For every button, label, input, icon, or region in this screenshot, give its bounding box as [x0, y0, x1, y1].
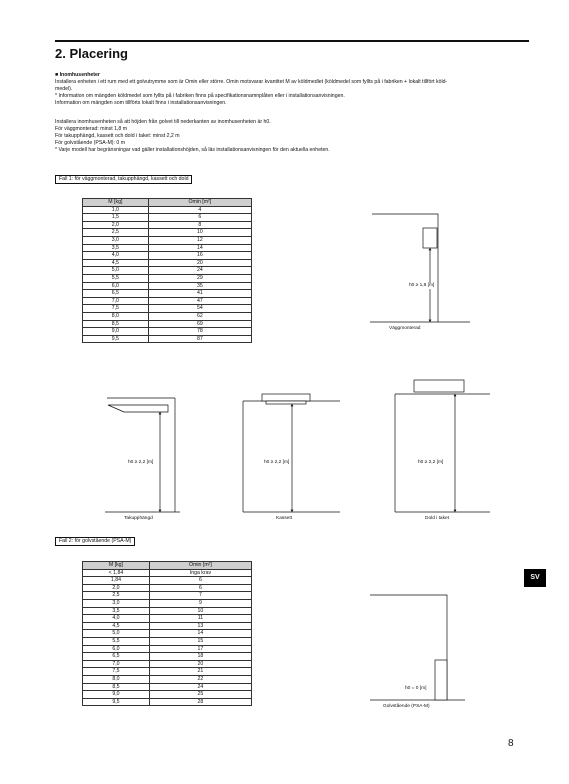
- wall-diagram: [370, 214, 470, 322]
- page-number: 8: [508, 738, 514, 749]
- area-cell: 29: [148, 274, 251, 282]
- area-cell: 28: [149, 698, 251, 706]
- area-cell: 62: [148, 312, 251, 320]
- mass-cell: 3,0: [83, 236, 149, 244]
- area-cell: 8: [148, 221, 251, 229]
- mass-cell: 5,0: [83, 267, 149, 275]
- mass-cell: 1,84: [83, 577, 150, 585]
- concealed-caption: Dold i taket: [425, 516, 449, 521]
- area-cell: 20: [148, 259, 251, 267]
- mass-cell: 8,5: [83, 320, 149, 328]
- area-cell: 54: [148, 305, 251, 313]
- area-cell: 18: [149, 653, 251, 661]
- floor-diagram: [370, 595, 465, 700]
- area-cell: 15: [149, 637, 251, 645]
- mass-cell: 9,0: [83, 328, 149, 336]
- mass-cell: 2,0: [83, 221, 149, 229]
- area-cell: 4: [148, 206, 251, 214]
- mass-cell: 7,0: [83, 660, 150, 668]
- mass-cell: 7,0: [83, 297, 149, 305]
- mass-cell: 7,5: [83, 305, 149, 313]
- ceiling-caption: Takupphängd: [124, 516, 153, 521]
- mass-cell: 4,0: [83, 615, 150, 623]
- height-line: För takupphängd, kassett och dold i taket: minst 2,2 m: [55, 133, 180, 139]
- mass-cell: 2,0: [83, 584, 150, 592]
- mass-cell: 5,5: [83, 274, 149, 282]
- area-cell: 7: [149, 592, 251, 600]
- area-cell: 20: [149, 660, 251, 668]
- mass-cell: 9,5: [83, 698, 150, 706]
- mass-cell: 4,5: [83, 622, 150, 630]
- area-cell: 6: [149, 577, 251, 585]
- height-line: För väggmonterad: minst 1,8 m: [55, 126, 128, 132]
- concealed-unit: [414, 380, 464, 392]
- mass-cell: 8,5: [83, 683, 150, 691]
- area-cell: 12: [148, 236, 251, 244]
- ceiling-height-label: h0 ≥ 2,2 [m]: [128, 460, 154, 465]
- height-line: För golvstående (PSA-M): 0 m: [55, 140, 126, 146]
- mass-cell: 6,0: [83, 645, 150, 653]
- area-cell: 16: [148, 252, 251, 260]
- table-header: M [kg]: [83, 199, 149, 207]
- mass-cell: 2,5: [83, 229, 149, 237]
- area-cell: 6: [149, 584, 251, 592]
- mass-cell: 6,0: [83, 282, 149, 290]
- area-cell: 22: [149, 675, 251, 683]
- area-cell: 41: [148, 290, 251, 298]
- language-tab: SV: [524, 569, 546, 587]
- area-cell: 24: [148, 267, 251, 275]
- area-cell: 17: [149, 645, 251, 653]
- floor-caption: Golvstående (PSA-M): [383, 704, 430, 709]
- area-cell: 10: [148, 229, 251, 237]
- floor-height-label: h0 = 0 [m]: [405, 686, 427, 691]
- wall-unit: [423, 228, 437, 248]
- floor-unit: [435, 660, 447, 700]
- table-header: M [kg]: [83, 562, 150, 570]
- height-line: * Varje modell har begränsningar vad gäller installationshöjden, så läs installationsanvisningen för den aktuella enheten.: [55, 147, 330, 153]
- height-line: Installera inomhusenheten så att höjden från golvet till nederkanten av inomhusenheten är h0.: [55, 119, 271, 125]
- table-header: Omin [m²]: [149, 562, 251, 570]
- area-cell: 6: [148, 214, 251, 222]
- heading-text: Inomhusenheter: [59, 72, 100, 78]
- intro-line: Installera enheten i ett rum med ett golvutrymme som är Omin eller större. Omin motsvarar kvantitet M av köldmedlet (köldmedel som fyllts på i fabriken + lokalt tillfört köld-: [55, 79, 448, 85]
- cassette-unit: [262, 394, 310, 401]
- area-cell: 47: [148, 297, 251, 305]
- area-cell: 13: [149, 622, 251, 630]
- concealed-height-label: h0 ≥ 2,2 [m]: [418, 460, 444, 465]
- heading: ■ Inomhusenheter: [55, 72, 100, 78]
- mass-cell: 1,5: [83, 214, 149, 222]
- mass-cell: 2,5: [83, 592, 150, 600]
- area-cell: 9: [149, 599, 251, 607]
- mass-cell: 3,5: [83, 607, 150, 615]
- area-cell: 24: [149, 683, 251, 691]
- case1-label: Fall 1: för väggmonterad, takupphängd, kassett och dold: [55, 175, 192, 184]
- mass-cell: 4,5: [83, 259, 149, 267]
- mass-cell: 7,5: [83, 668, 150, 676]
- area-cell: 10: [149, 607, 251, 615]
- wall-caption: Väggmonterad: [389, 326, 421, 331]
- concealed-diagram: [395, 380, 490, 512]
- area-cell: 87: [148, 335, 251, 343]
- area-cell: 25: [149, 691, 251, 699]
- mass-cell: 1,0: [83, 206, 149, 214]
- mass-cell: 8,0: [83, 312, 149, 320]
- intro-line: medel).: [55, 86, 73, 92]
- table-header: Omin [m²]: [148, 199, 251, 207]
- mass-cell: 5,5: [83, 637, 150, 645]
- section-title: 2. Placering: [55, 46, 128, 61]
- cassette-height-label: h0 ≥ 2,2 [m]: [264, 460, 290, 465]
- area-cell: 78: [148, 328, 251, 336]
- area-cell: 21: [149, 668, 251, 676]
- area-cell: Inga krav: [149, 569, 251, 577]
- mass-cell: 9,0: [83, 691, 150, 699]
- area-cell: 69: [148, 320, 251, 328]
- case2-label: Fall 2: för golvstående (PSA-M): [55, 537, 135, 546]
- cassette-diagram: [243, 394, 340, 512]
- intro-line: * Information om mängden köldmedel som fyllts på i fabriken finns på specifikationsnamnplåten eller i installationsanvisningen.: [55, 93, 345, 99]
- ceiling-unit: [108, 405, 168, 412]
- area-cell: 14: [148, 244, 251, 252]
- mass-cell: 8,0: [83, 675, 150, 683]
- mass-cell: 9,5: [83, 335, 149, 343]
- mass-cell: 5,0: [83, 630, 150, 638]
- mass-cell: 3,0: [83, 599, 150, 607]
- mass-cell: 3,5: [83, 244, 149, 252]
- mass-cell: 6,5: [83, 290, 149, 298]
- cassette-caption: Kassett: [276, 516, 292, 521]
- area-cell: 14: [149, 630, 251, 638]
- mass-cell: 4,0: [83, 252, 149, 260]
- mass-cell: < 1,84: [83, 569, 150, 577]
- wall-height-label: h0 ≥ 1,8 [m]: [409, 283, 435, 288]
- ceiling-diagram: [105, 398, 180, 512]
- intro-line: Information om mängden som tillförts lokalt finns i installationsanvisningen.: [55, 100, 227, 106]
- mass-cell: 6,5: [83, 653, 150, 661]
- area-cell: 11: [149, 615, 251, 623]
- area-cell: 35: [148, 282, 251, 290]
